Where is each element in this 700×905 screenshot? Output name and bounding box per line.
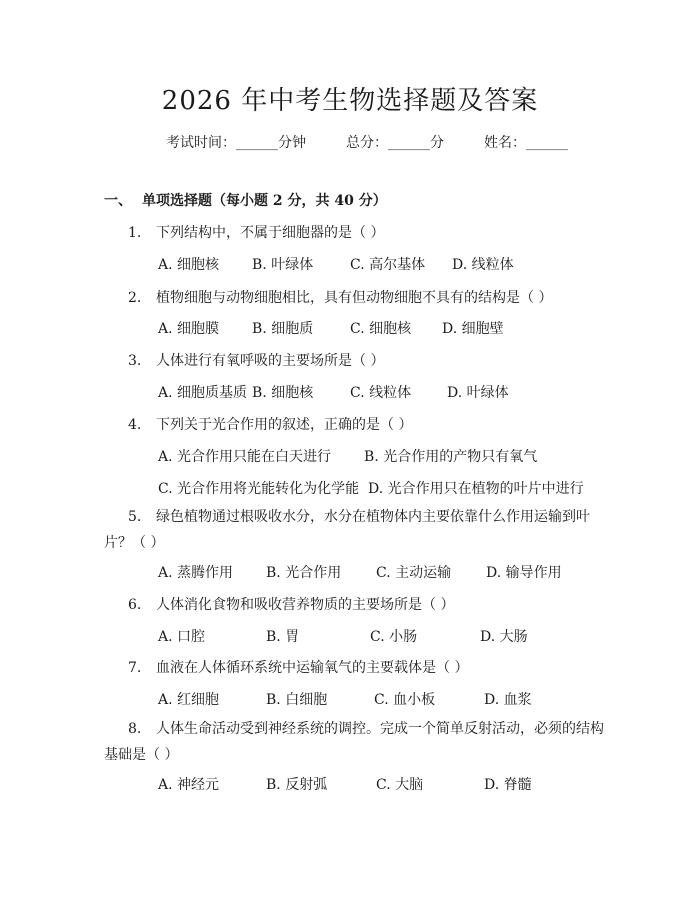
option-a: A. 红细胞 [158, 692, 220, 708]
question-7 [128, 657, 468, 677]
option-c: C. 线粒体 [350, 385, 412, 401]
question-text: 血液在人体循环系统中运输氧气的主要载体是（ ） [156, 660, 469, 676]
question-3-options [158, 382, 509, 402]
question-text: 下列结构中，不属于细胞器的是（ ） [156, 225, 385, 241]
section-heading [104, 190, 387, 210]
question-6-options [158, 626, 528, 646]
question-number: 5. [128, 509, 142, 525]
question-8-options [158, 774, 532, 794]
question-4-options-row-2 [158, 478, 584, 498]
option-a: A. 细胞膜 [158, 321, 220, 337]
option-b: B. 光合作用 [266, 565, 342, 581]
option-a: A. 细胞质基质 [158, 385, 248, 401]
question-4 [128, 414, 412, 434]
question-text: 人体生命活动受到神经系统的调控。完成一个简单反射活动，必须的结构基础是（ ） [104, 721, 604, 763]
option-d: D. 血浆 [484, 692, 532, 708]
option-d: D. 脊髓 [484, 777, 532, 793]
question-text: 下列关于光合作用的叙述，正确的是（ ） [156, 417, 413, 433]
option-b: B. 反射弧 [266, 777, 328, 793]
question-4-options-row-1 [158, 446, 537, 466]
question-number: 6. [128, 597, 142, 613]
question-text: 人体消化食物和吸收营养物质的主要场所是（ ） [156, 597, 455, 613]
option-b: B. 叶绿体 [252, 257, 314, 273]
option-d: D. 大肠 [480, 629, 528, 645]
question-3 [128, 350, 384, 370]
question-number: 4. [128, 417, 142, 433]
option-b: B. 细胞质 [252, 321, 314, 337]
total-score-field: 总分：______分 [346, 135, 444, 151]
option-d: D. 光合作用只在植物的叶片中进行 [368, 481, 584, 497]
question-2 [128, 287, 552, 307]
option-c: C. 血小板 [374, 692, 436, 708]
question-8 [104, 716, 604, 768]
option-c: C. 主动运输 [376, 565, 452, 581]
option-c: C. 高尔基体 [350, 257, 426, 273]
option-c: C. 小肠 [370, 629, 418, 645]
option-d: D. 叶绿体 [447, 385, 509, 401]
question-1-options [158, 254, 514, 274]
option-b: B. 细胞核 [252, 385, 314, 401]
question-number: 7. [128, 660, 142, 676]
option-b: B. 白细胞 [266, 692, 328, 708]
option-c: C. 光合作用将光能转化为化学能 [158, 481, 360, 497]
option-a: A. 光合作用只能在白天进行 [158, 449, 332, 465]
option-a: A. 细胞核 [158, 257, 220, 273]
question-5-options [158, 562, 562, 582]
option-d: D. 输导作用 [486, 565, 562, 581]
section-number: 一、 [104, 193, 132, 209]
student-name-field: 姓名：______ [484, 135, 568, 151]
option-d: D. 细胞壁 [442, 321, 504, 337]
question-number: 2. [128, 290, 142, 306]
exam-meta [166, 132, 568, 152]
exam-time-field: 考试时间：______分钟 [166, 135, 306, 151]
question-2-options [158, 318, 504, 338]
question-number: 8. [128, 721, 142, 737]
option-a: A. 神经元 [158, 777, 220, 793]
question-5 [104, 504, 604, 556]
option-c: C. 细胞核 [350, 321, 412, 337]
question-number: 1. [128, 225, 142, 241]
question-number: 3. [128, 353, 142, 369]
question-7-options [158, 689, 532, 709]
question-text: 人体进行有氧呼吸的主要场所是（ ） [156, 353, 385, 369]
question-text: 绿色植物通过根吸收水分，水分在植物体内主要依靠什么作用运输到叶片？（ ） [104, 509, 590, 551]
option-d: D. 线粒体 [452, 257, 514, 273]
option-a: A. 口腔 [158, 629, 206, 645]
option-b: B. 光合作用的产物只有氧气 [364, 449, 538, 465]
question-6 [128, 594, 454, 614]
option-a: A. 蒸腾作用 [158, 565, 234, 581]
section-title: 单项选择题（每小题 2 分，共 40 分） [142, 193, 387, 209]
question-text: 植物细胞与动物细胞相比，具有但动物细胞不具有的结构是（ ） [156, 290, 553, 306]
question-1 [128, 222, 384, 242]
page-title: 2026 年中考生物选择题及答案 [161, 86, 539, 116]
option-c: C. 大脑 [376, 777, 424, 793]
option-b: B. 胃 [266, 629, 300, 645]
